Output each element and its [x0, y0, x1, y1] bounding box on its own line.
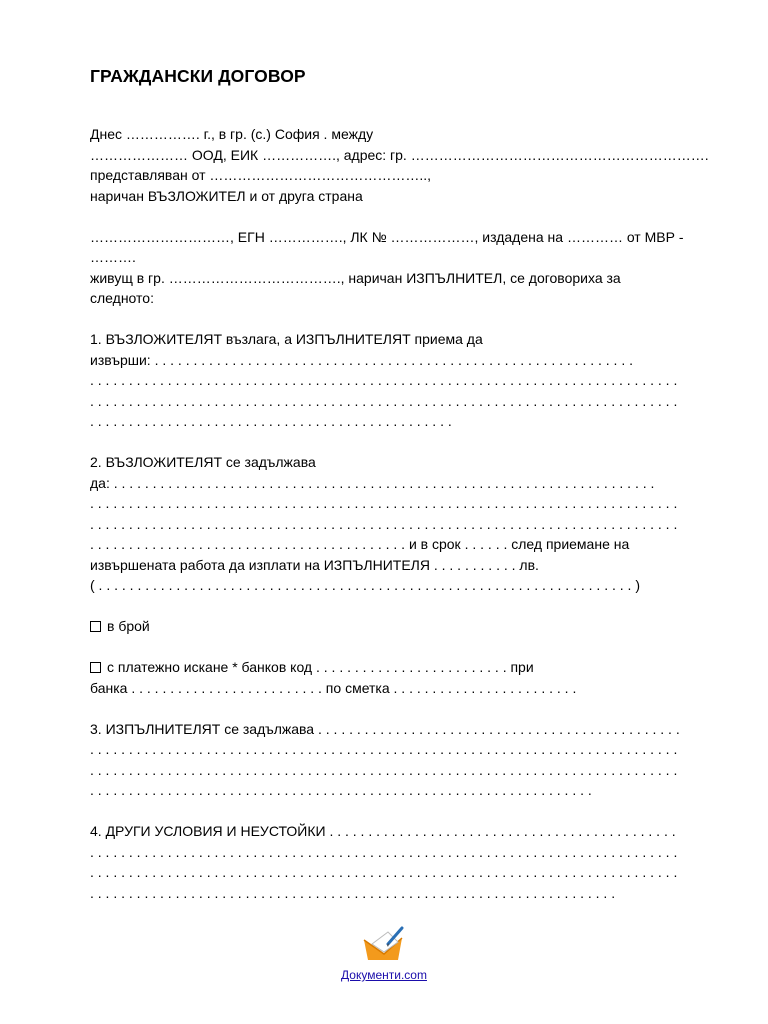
contractor-line: ……….	[90, 249, 136, 265]
intro-line: представляван от ………………………………………..,	[90, 167, 432, 183]
clause-line: . . . . . . . . . . . . . . . . . . . . . . . . . . . . . . . . . . . . . . . . . . . . . . . . . . . . . . . . . . . . . . . . . . . . . . . . . . . .	[90, 741, 678, 757]
cash-checkbox[interactable]	[90, 621, 101, 632]
clause-line: ( . . . . . . . . . . . . . . . . . . . . . . . . . . . . . . . . . . . . . . . . . . . . . . . . . . . . . . . . . . . . . . . . . . . . . )	[90, 577, 640, 593]
clause-line: извърши: . . . . . . . . . . . . . . . . . . . . . . . . . . . . . . . . . . . . . . . . . . . . . . . . . . . . . . . . . . . . . .	[90, 351, 634, 368]
payment-option-transfer	[90, 657, 690, 698]
clause-line: . . . . . . . . . . . . . . . . . . . . . . . . . . . . . . . . . . . . . . . . . . . . . . . . . . . . . . . . . . . . . . . . . . . . . . . . . . . .	[90, 372, 678, 388]
clause-line: . . . . . . . . . . . . . . . . . . . . . . . . . . . . . . . . . . . . . . . . . . . . . . . . . . . . . . . . . . . . . . . . . . . . . . . . . . . .	[90, 495, 678, 511]
contractor-line: живущ в гр. ………………………………., наричан ИЗПЪЛНИТЕЛ, се договориха за	[90, 269, 621, 286]
paragraph-spacer	[90, 637, 690, 658]
clause-3	[90, 719, 690, 801]
clause-line: 1. ВЪЗЛОЖИТЕЛЯТ възлага, а ИЗПЪЛНИТЕЛЯТ приема да	[90, 331, 483, 347]
paragraph-spacer	[90, 206, 690, 227]
clause-line: да: . . . . . . . . . . . . . . . . . . . . . . . . . . . . . . . . . . . . . . . . . . . . . . . . . . . . . . . . . . . . . . . . . . . . . .	[90, 474, 655, 491]
clause-2	[90, 452, 690, 596]
transfer-checkbox[interactable]	[90, 662, 101, 673]
clause-line: . . . . . . . . . . . . . . . . . . . . . . . . . . . . . . . . . . . . . . . . . . . . . . . . . . . . . . . . . . . . . . . . . . . . . . . . . . . .	[90, 761, 678, 778]
transfer-label: с платежно искане * банков код . . . . . . . . . . . . . . . . . . . . . . . . . при	[107, 659, 534, 675]
intro-line: ………………… ООД, ЕИК ……………., адрес: гр. ……………………………………………………….	[90, 146, 709, 163]
clause-line: 4. ДРУГИ УСЛОВИЯ И НЕУСТОЙКИ . . . . . . . . . . . . . . . . . . . . . . . . . . . . . . . . . . . . . . . . . . . . .	[90, 823, 676, 839]
clause-1	[90, 329, 690, 432]
clause-line: . . . . . . . . . . . . . . . . . . . . . . . . . . . . . . . . . . . . . . . . . . . . . . . . . . . . . . . . . . . . . . . . . . . . . . . . . . . .	[90, 392, 678, 409]
paragraph-spacer	[90, 432, 690, 453]
clause-line: . . . . . . . . . . . . . . . . . . . . . . . . . . . . . . . . . . . . . . . . . . . . . . . . . . . . . . . . . . . . . . . . . . . . . . . . . . . .	[90, 843, 678, 860]
clause-line: 2. ВЪЗЛОЖИТЕЛЯТ се задължава	[90, 454, 316, 470]
clause-line: . . . . . . . . . . . . . . . . . . . . . . . . . . . . . . . . . . . . . . . . . . . . . . . . . . . . . . . . . . . . . . . . . . . .	[90, 884, 616, 901]
intro-line: Днес ……………. г., в гр. (с.) София . между	[90, 126, 374, 142]
intro-line: наричан ВЪЗЛОЖИТЕЛ и от друга страна	[90, 187, 363, 204]
cash-label: в брой	[107, 618, 150, 634]
paragraph-spacer	[90, 309, 690, 330]
clause-line: . . . . . . . . . . . . . . . . . . . . . . . . . . . . . . . . . . . . . . . . . . . . . . .	[90, 413, 452, 429]
contractor-paragraph	[90, 227, 690, 309]
clause-line: . . . . . . . . . . . . . . . . . . . . . . . . . . . . . . . . . . . . . . . . . . . . . . . . . . . . . . . . . . . . . . . . . . . . . . . . . . . .	[90, 515, 678, 532]
footer	[0, 924, 768, 985]
contractor-line: следното:	[90, 290, 154, 306]
document-title: ГРАЖДАНСКИ ДОГОВОР	[90, 66, 306, 86]
contractor-line: …………………………, ЕГН ……………., ЛК № ………………, издадена на ………… от МВР -	[90, 228, 684, 245]
clause-line: 3. ИЗПЪЛНИТЕЛЯТ се задължава . . . . . . . . . . . . . . . . . . . . . . . . . . . . . . . . . . . . . . . . . . . . . . .	[90, 720, 680, 737]
envelope-pencil-icon	[358, 924, 410, 964]
payment-option-cash	[90, 616, 690, 637]
clause-4	[90, 821, 690, 903]
intro-paragraph	[90, 124, 709, 206]
footer-link[interactable]: Документи.com	[341, 968, 427, 982]
clause-line: извършената работа да изплати на ИЗПЪЛНИТЕЛЯ . . . . . . . . . . . лв.	[90, 556, 539, 573]
clause-line: . . . . . . . . . . . . . . . . . . . . . . . . . . . . . . . . . . . . . . . . . . . . . . . . . . . . . . . . . . . . . . . . .	[90, 782, 592, 798]
paragraph-spacer	[90, 801, 690, 822]
clause-line: . . . . . . . . . . . . . . . . . . . . . . . . . . . . . . . . . . . . . . . . . . . . . . . . . . . . . . . . . . . . . . . . . . . . . . . . . . . .	[90, 864, 678, 880]
transfer-line: банка . . . . . . . . . . . . . . . . . . . . . . . . . по сметка . . . . . . . . . . . . . . . . . . . . . . . .	[90, 679, 577, 696]
paragraph-spacer	[90, 698, 690, 719]
document-page	[90, 64, 709, 903]
clause-line: . . . . . . . . . . . . . . . . . . . . . . . . . . . . . . . . . . . . . . . . . и в срок . . . . . . след приемане на	[90, 536, 630, 552]
paragraph-spacer	[90, 596, 690, 617]
